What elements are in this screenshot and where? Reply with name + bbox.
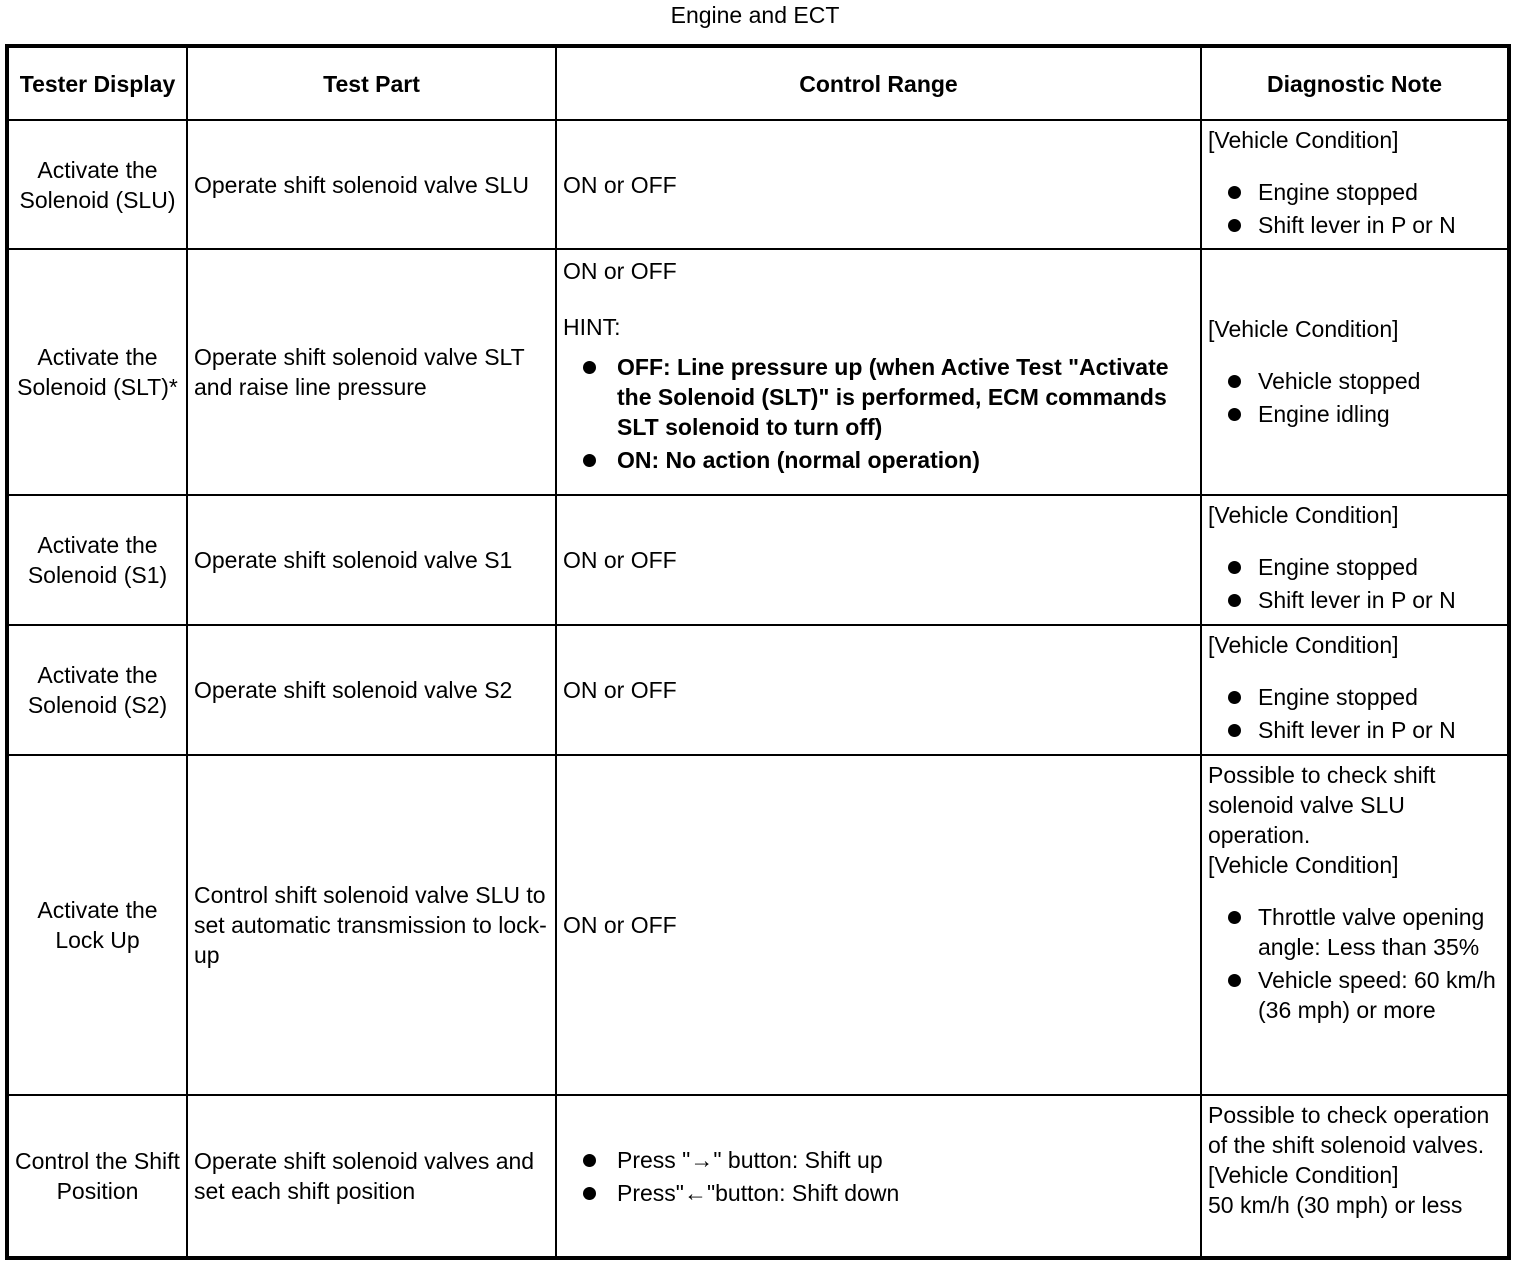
table-row: [7, 1095, 1509, 1258]
list-item: Press"←"button: Shift down: [579, 1178, 1194, 1208]
list-item: Shift lever in P or N: [1224, 210, 1501, 240]
control-range-cell: ON or OFF: [556, 495, 1201, 625]
bullet-icon: [1228, 219, 1241, 232]
bullet-icon: [1228, 911, 1241, 924]
tester-display-cell: Control the Shift Position: [7, 1095, 187, 1258]
list-item: Shift lever in P or N: [1224, 585, 1501, 615]
vehicle-condition-label: [Vehicle Condition]: [1208, 632, 1399, 658]
table-row: [7, 120, 1509, 249]
condition-list: [1208, 552, 1501, 615]
header-row: [7, 46, 1509, 120]
bullet-icon: [1228, 408, 1241, 421]
test-part-cell: Operate shift solenoid valve SLU: [187, 120, 556, 249]
diagnostic-note-cell: [1201, 249, 1509, 495]
diagnostic-note-cell: [1201, 120, 1509, 249]
test-part-cell: Operate shift solenoid valves and set each shift position: [187, 1095, 556, 1258]
vehicle-condition-label: [Vehicle Condition]: [1208, 127, 1399, 153]
tester-display-cell: Activate the Solenoid (SLT)*: [7, 249, 187, 495]
diagnostic-note-intro: Possible to check shift solenoid valve SLU operation.: [1208, 762, 1436, 848]
table-row: [7, 755, 1509, 1095]
table-row: [7, 625, 1509, 755]
list-item: Press "→" button: Shift up: [579, 1145, 1194, 1175]
bullet-icon: [1228, 724, 1241, 737]
tester-display-cell: Activate the Solenoid (S1): [7, 495, 187, 625]
column-header-diagnostic-note: Diagnostic Note: [1201, 46, 1509, 120]
list-item: Vehicle speed: 60 km/h (36 mph) or more: [1224, 965, 1501, 1025]
condition-list: [1208, 902, 1501, 1025]
condition-list: [1208, 366, 1501, 429]
hint-list: [563, 352, 1194, 475]
list-item: Engine idling: [1224, 399, 1501, 429]
control-range-cell: [556, 249, 1201, 495]
table-row: [7, 249, 1509, 495]
control-range-cell: [556, 1095, 1201, 1258]
test-part-cell: Operate shift solenoid valve SLT and raise line pressure: [187, 249, 556, 495]
active-test-table: [5, 44, 1511, 1260]
table-row: [7, 495, 1509, 625]
diagnostic-note-cell: [1201, 495, 1509, 625]
list-item: ON: No action (normal operation): [579, 445, 1194, 475]
control-range-cell: ON or OFF: [556, 755, 1201, 1095]
list-item: Engine stopped: [1224, 682, 1501, 712]
tester-display-cell: Activate the Lock Up: [7, 755, 187, 1095]
condition-list: [1208, 682, 1501, 745]
diagnostic-note-cell: [1201, 625, 1509, 755]
list-item: OFF: Line pressure up (when Active Test "Activate the Solenoid (SLT)" is performed, ECM commands SLT solenoid to turn off): [579, 352, 1194, 442]
bullet-icon: [583, 454, 596, 467]
control-range-list: [563, 1145, 1194, 1208]
vehicle-condition-label: [Vehicle Condition]: [1208, 502, 1399, 528]
list-item: Engine stopped: [1224, 552, 1501, 582]
test-part-cell: Control shift solenoid valve SLU to set automatic transmission to lock-up: [187, 755, 556, 1095]
vehicle-condition-label: [Vehicle Condition]: [1208, 1162, 1399, 1188]
bullet-icon: [1228, 691, 1241, 704]
bullet-icon: [583, 1154, 596, 1167]
bullet-icon: [1228, 186, 1241, 199]
column-header-tester-display: Tester Display: [7, 46, 187, 120]
hint-label: HINT:: [563, 314, 621, 340]
control-range-cell: ON or OFF: [556, 120, 1201, 249]
list-item: Throttle valve opening angle: Less than 35%: [1224, 902, 1501, 962]
test-part-cell: Operate shift solenoid valve S2: [187, 625, 556, 755]
bullet-icon: [1228, 561, 1241, 574]
list-item: Vehicle stopped: [1224, 366, 1501, 396]
vehicle-condition-label: [Vehicle Condition]: [1208, 852, 1399, 878]
list-item: Engine stopped: [1224, 177, 1501, 207]
column-header-control-range: Control Range: [556, 46, 1201, 120]
column-header-test-part: Test Part: [187, 46, 556, 120]
diagnostic-note-intro: Possible to check operation of the shift solenoid valves.: [1208, 1102, 1490, 1158]
tester-display-cell: Activate the Solenoid (S2): [7, 625, 187, 755]
bullet-icon: [583, 361, 596, 374]
control-range-value: ON or OFF: [563, 258, 677, 284]
tester-display-cell: Activate the Solenoid (SLU): [7, 120, 187, 249]
list-item: Shift lever in P or N: [1224, 715, 1501, 745]
page-title: Engine and ECT: [670, 2, 840, 28]
diagnostic-note-cell: [1201, 1095, 1509, 1258]
bullet-icon: [1228, 594, 1241, 607]
condition-list: [1208, 177, 1501, 240]
vehicle-condition-label: [Vehicle Condition]: [1208, 315, 1399, 342]
bullet-icon: [1228, 974, 1241, 987]
bullet-icon: [583, 1187, 596, 1200]
vehicle-condition-value: 50 km/h (30 mph) or less: [1208, 1192, 1463, 1218]
test-part-cell: Operate shift solenoid valve S1: [187, 495, 556, 625]
control-range-cell: ON or OFF: [556, 625, 1201, 755]
bullet-icon: [1228, 375, 1241, 388]
diagnostic-note-cell: [1201, 755, 1509, 1095]
